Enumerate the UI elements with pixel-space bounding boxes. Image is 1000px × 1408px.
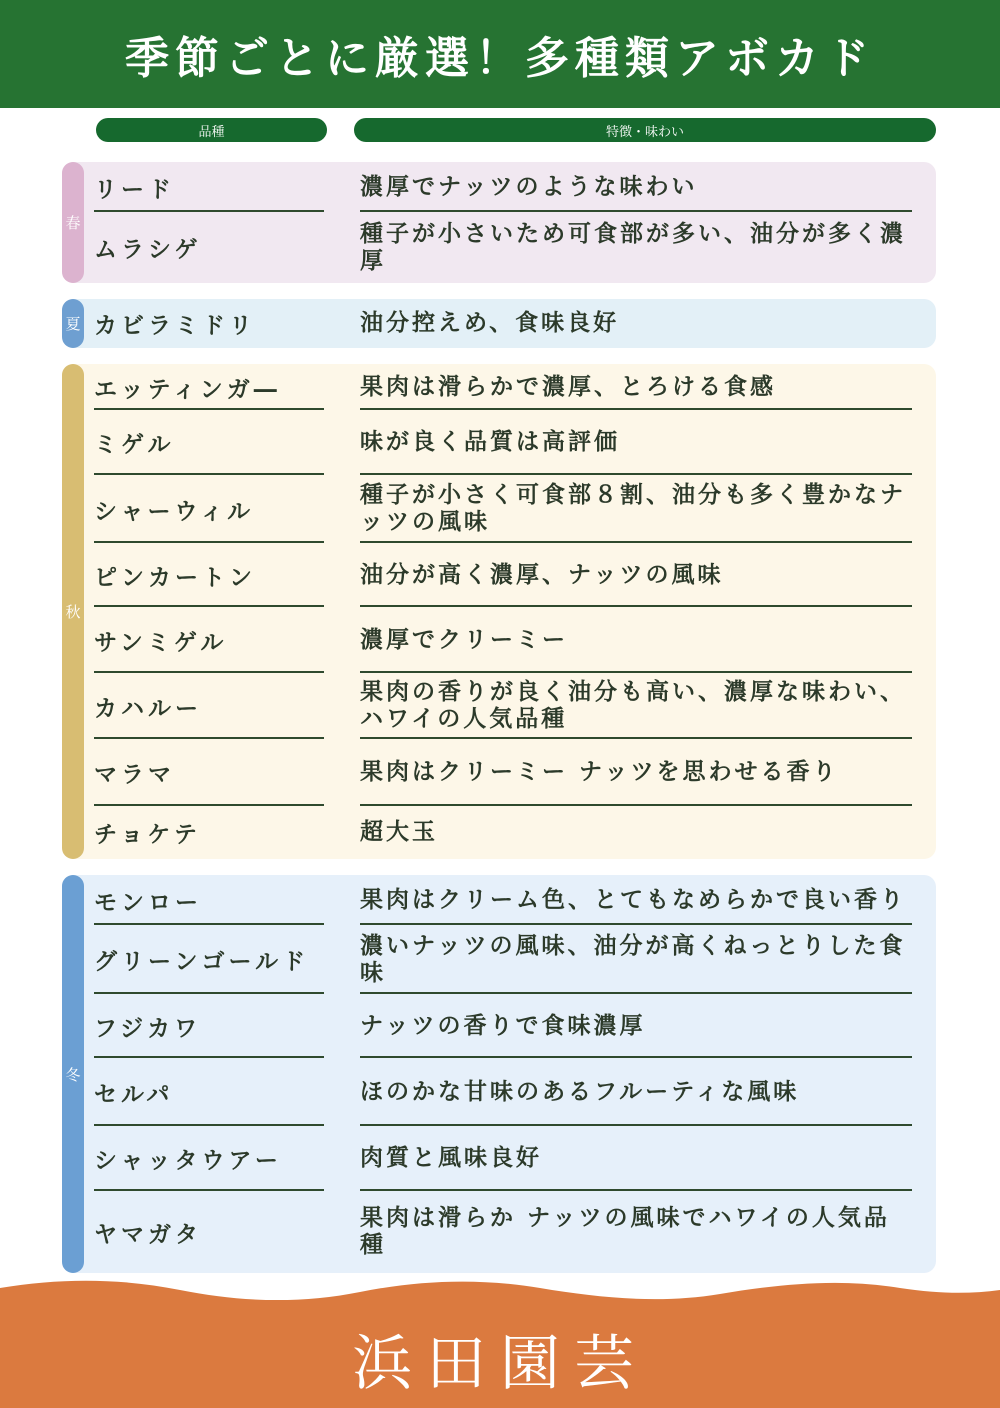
- table-row: [62, 806, 936, 859]
- variety-name: ミゲル: [94, 432, 175, 458]
- footer-banner: [0, 1280, 1000, 1408]
- table-row: [62, 410, 936, 475]
- variety-name: カビラミドリ: [94, 313, 256, 339]
- variety-name: リード: [94, 176, 175, 203]
- variety-name: マラマ: [94, 762, 175, 788]
- season-section-autumn: [62, 364, 936, 859]
- variety-description: 油分控えめ、食味良好: [360, 310, 620, 336]
- brand-name: 浜田園芸: [352, 1329, 648, 1399]
- table-row: [62, 1058, 936, 1126]
- season-tab: 冬: [62, 875, 84, 1273]
- variety-description: 味が良く品質は高評価: [360, 429, 620, 455]
- variety-description: 肉質と風味良好: [360, 1145, 542, 1171]
- table-row: [62, 673, 936, 739]
- variety-description: 濃厚でナッツのような味わい: [360, 173, 698, 200]
- variety-name: フジカワ: [94, 1015, 202, 1042]
- variety-description: 果肉はクリーミー ナッツを思わせる香り: [360, 759, 839, 785]
- season-section-winter: [62, 875, 936, 1273]
- season-tab: 夏: [62, 299, 84, 348]
- title-banner: [0, 0, 1000, 108]
- variety-name: ムラシゲ: [94, 237, 202, 263]
- table-row: [62, 1126, 936, 1191]
- variety-name: ピンカートン: [94, 564, 256, 591]
- season-section-spring: [62, 162, 936, 283]
- page-title: 季節ごとに厳選！多種類アボカド: [125, 33, 875, 84]
- variety-name: エッティンガ―: [94, 376, 281, 403]
- column-header-feature: 特徴・味わい: [354, 118, 936, 142]
- variety-description: 種子が小さいため可食部が多い、油分が多く濃厚: [360, 220, 906, 274]
- variety-description: 果肉は滑らか ナッツの風味でハワイの人気品種: [360, 1205, 890, 1258]
- variety-name: グリーンゴールド: [94, 949, 310, 975]
- variety-name: シャッタウアー: [94, 1148, 282, 1174]
- season-tab: 秋: [62, 364, 84, 859]
- variety-description: 濃厚でクリーミー: [360, 626, 568, 653]
- table-row: [62, 212, 936, 283]
- variety-description: ほのかな甘味のあるフルーティな風味: [360, 1078, 800, 1105]
- table-row: [62, 925, 936, 994]
- variety-name: シャーウィル: [94, 498, 255, 525]
- variety-name: サンミゲル: [94, 629, 228, 656]
- table-row: [62, 607, 936, 673]
- season-section-summer: [62, 299, 936, 348]
- variety-description: 果肉の香りが良く油分も高い、濃厚な味わい、ハワイの人気品種: [360, 679, 906, 732]
- variety-name: ヤマガタ: [94, 1221, 202, 1248]
- table-row: [62, 299, 936, 348]
- variety-description: ナッツの香りで食味濃厚: [360, 1012, 646, 1039]
- variety-description: 超大玉: [360, 819, 438, 845]
- table-row: [62, 162, 936, 212]
- table-row: [62, 1191, 936, 1273]
- variety-name: セルパ: [94, 1081, 174, 1108]
- variety-description: 種子が小さく可食部８割、油分も多く豊かなナッツの風味: [360, 482, 906, 535]
- table-row: [62, 475, 936, 543]
- table-row: [62, 739, 936, 806]
- column-header-variety: 品種: [96, 118, 327, 142]
- table-row: [62, 364, 936, 410]
- table-row: [62, 543, 936, 607]
- table-row: [62, 994, 936, 1058]
- table-row: [62, 875, 936, 925]
- variety-description: 果肉は滑らかで濃厚、とろける食感: [360, 373, 776, 400]
- variety-name: チョケテ: [94, 822, 201, 848]
- variety-name: モンロー: [94, 889, 202, 916]
- variety-description: 果肉はクリーム色、とてもなめらかで良い香り: [360, 886, 906, 913]
- season-tab: 春: [62, 162, 84, 283]
- variety-description: 油分が高く濃厚、ナッツの風味: [360, 561, 724, 588]
- variety-name: カハルー: [94, 695, 202, 722]
- variety-description: 濃いナッツの風味、油分が高くねっとりした食味: [360, 932, 906, 986]
